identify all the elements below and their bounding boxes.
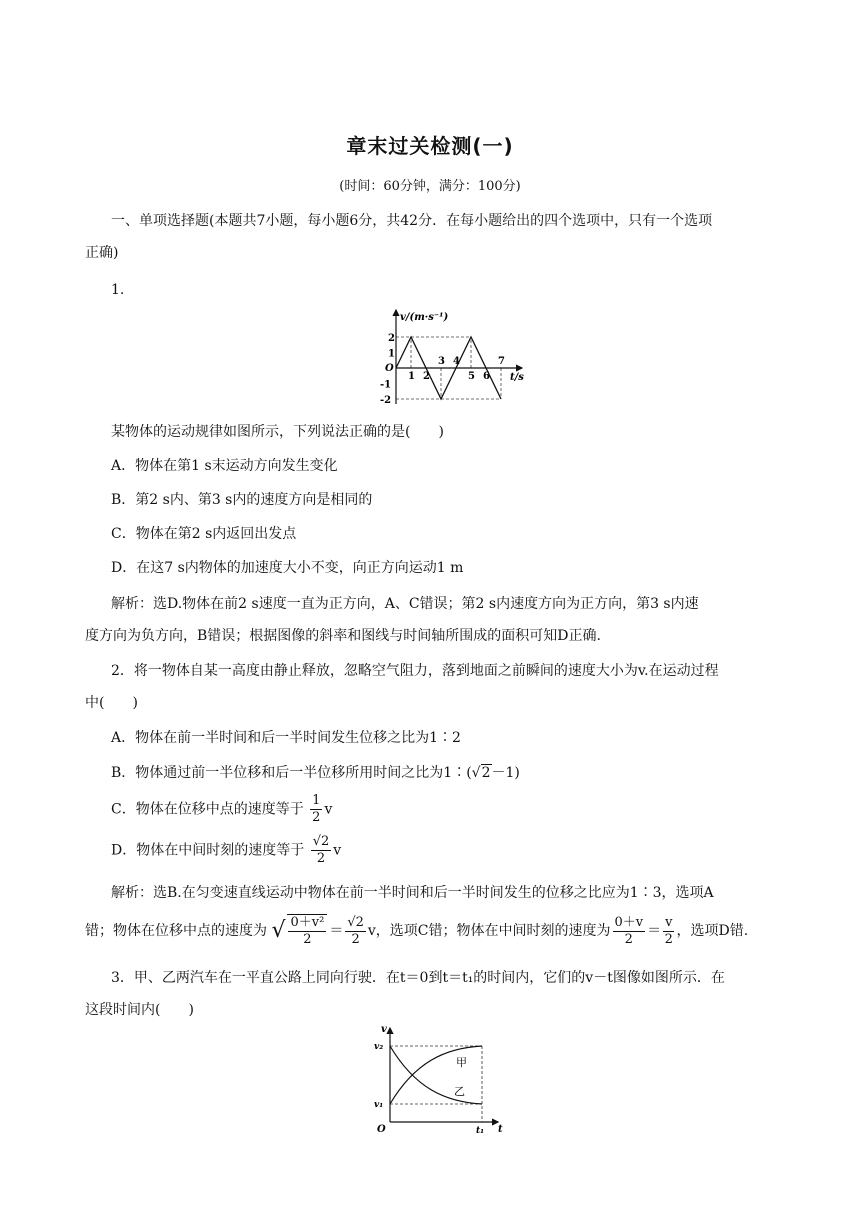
fraction: $\frac{v}{2}$ bbox=[664, 914, 673, 947]
q1-y-tick: -2 bbox=[380, 395, 392, 406]
curve-yi bbox=[390, 1046, 482, 1104]
q1-stem: 某物体的运动规律如图所示，下列说法正确的是( ) bbox=[111, 424, 444, 440]
sqrt-fraction: $\frac{\text{0＋v²}}{2}$ bbox=[287, 914, 327, 948]
question-1-number: 1. bbox=[111, 282, 125, 298]
q2-option-c[interactable]: C．物体在位移中点的速度等于 $\frac{1}{2}$ v bbox=[111, 793, 333, 825]
q1-x-tick: 4 bbox=[453, 356, 460, 367]
q1-x-tick: 1 bbox=[408, 371, 415, 382]
q1-analysis: 解析：选D.物体在前2 s速度一直为正方向，A、C错误；第2 s内速度方向为正方向，第3 s内速 bbox=[111, 596, 699, 612]
q1-x-tick: 2 bbox=[423, 371, 430, 382]
curve-jia bbox=[390, 1046, 482, 1104]
curve-jia-label: 甲 bbox=[456, 1056, 467, 1069]
q2-option-d[interactable]: D．物体在中间时刻的速度等于 $\frac{√2}{2}$ v bbox=[111, 834, 342, 866]
q1-y-tick: 1 bbox=[388, 348, 395, 360]
q2-analysis-cont: 错；物体在位移中点的速度为 √ $\frac{\text{0＋v²}}{2}$ ＝ $\frac{√2}{2}$ v，选项C错；物体在中间时刻的速度为 $\frac{0+v}{2}$ ＝ $\frac{v}{2}$ ，选项D错. bbox=[85, 914, 749, 947]
page-title: 章末过关检测(一) bbox=[346, 134, 514, 158]
exam-meta: (时间：60分钟，满分：100分) bbox=[339, 179, 521, 194]
q1-option-b[interactable]: B．第2 s内、第3 s内的速度方向是相同的 bbox=[111, 492, 373, 508]
q1-vt-graph bbox=[362, 306, 532, 406]
sqrt-operand: 2 bbox=[481, 765, 491, 781]
q2-option-a[interactable]: A．物体在前一半时间和后一半时间发生位移之比为1∶2 bbox=[111, 730, 461, 746]
q1-origin: O bbox=[385, 363, 394, 374]
q1-x-tick: 5 bbox=[468, 371, 475, 382]
q1-analysis-cont: 度方向为负方向，B错误；根据图像的斜率和图线与时间轴所围成的面积可知D正确. bbox=[85, 628, 601, 644]
curve-yi-label: 乙 bbox=[454, 1085, 465, 1098]
q3-stem: 3．甲、乙两汽车在一平直公路上同向行驶．在t＝0到t＝t₁的时间内，它们的v－t图像如图所示．在 bbox=[111, 970, 725, 986]
section-heading-cont: 正确) bbox=[85, 245, 119, 261]
q1-option-d[interactable]: D．在这7 s内物体的加速度大小不变，向正方向运动1 m bbox=[111, 560, 464, 576]
q3-origin: O bbox=[377, 1124, 386, 1135]
fraction: $\frac{0+v}{2}$ bbox=[614, 914, 644, 947]
q2-option-b[interactable]: B．物体通过前一半位移和后一半位移所用时间之比为1∶(√2－1) bbox=[111, 765, 520, 781]
fraction: $\frac{√2}{2}$ bbox=[312, 834, 330, 866]
q1-option-a[interactable]: A．物体在第1 s末运动方向发生变化 bbox=[111, 458, 338, 474]
v2-label: v₂ bbox=[374, 1042, 384, 1052]
v1-label: v₁ bbox=[374, 1100, 384, 1110]
fraction: $\frac{1}{2}$ bbox=[312, 793, 321, 825]
q2-stem-cont: 中( ) bbox=[85, 695, 138, 711]
q2-analysis: 解析：选B.在匀变速直线运动中物体在前一半时间和后一半时间发生的位移之比应为1∶3，选项A bbox=[111, 885, 714, 901]
q1-x-label: t/s bbox=[510, 372, 524, 383]
q1-y-tick: -1 bbox=[380, 379, 392, 391]
q2-stem: 2．将一物体自某一高度由静止释放，忽略空气阻力，落到地面之前瞬间的速度大小为v.在运动过程 bbox=[111, 663, 719, 679]
q1-x-tick: 7 bbox=[498, 356, 505, 367]
fraction: $\frac{√2}{2}$ bbox=[347, 914, 364, 947]
q1-y-label: v/(m·s⁻¹) bbox=[400, 312, 449, 323]
q1-y-tick: 2 bbox=[388, 333, 395, 344]
q3-stem-cont: 这段时间内( ) bbox=[85, 1002, 194, 1018]
section-heading: 一、单项选择题(本题共7小题，每小题6分，共42分．在每小题给出的四个选项中，只有一个选项 bbox=[111, 213, 713, 229]
t1-label: t₁ bbox=[476, 1126, 485, 1135]
q1-option-c[interactable]: C．物体在第2 s内返回出发点 bbox=[111, 526, 297, 542]
q1-x-tick: 3 bbox=[438, 356, 445, 367]
q1-x-tick: 6 bbox=[483, 371, 490, 382]
q3-x-label: t bbox=[498, 1124, 503, 1135]
q3-y-label: v bbox=[381, 1024, 387, 1035]
q3-vt-graph bbox=[370, 1020, 510, 1135]
